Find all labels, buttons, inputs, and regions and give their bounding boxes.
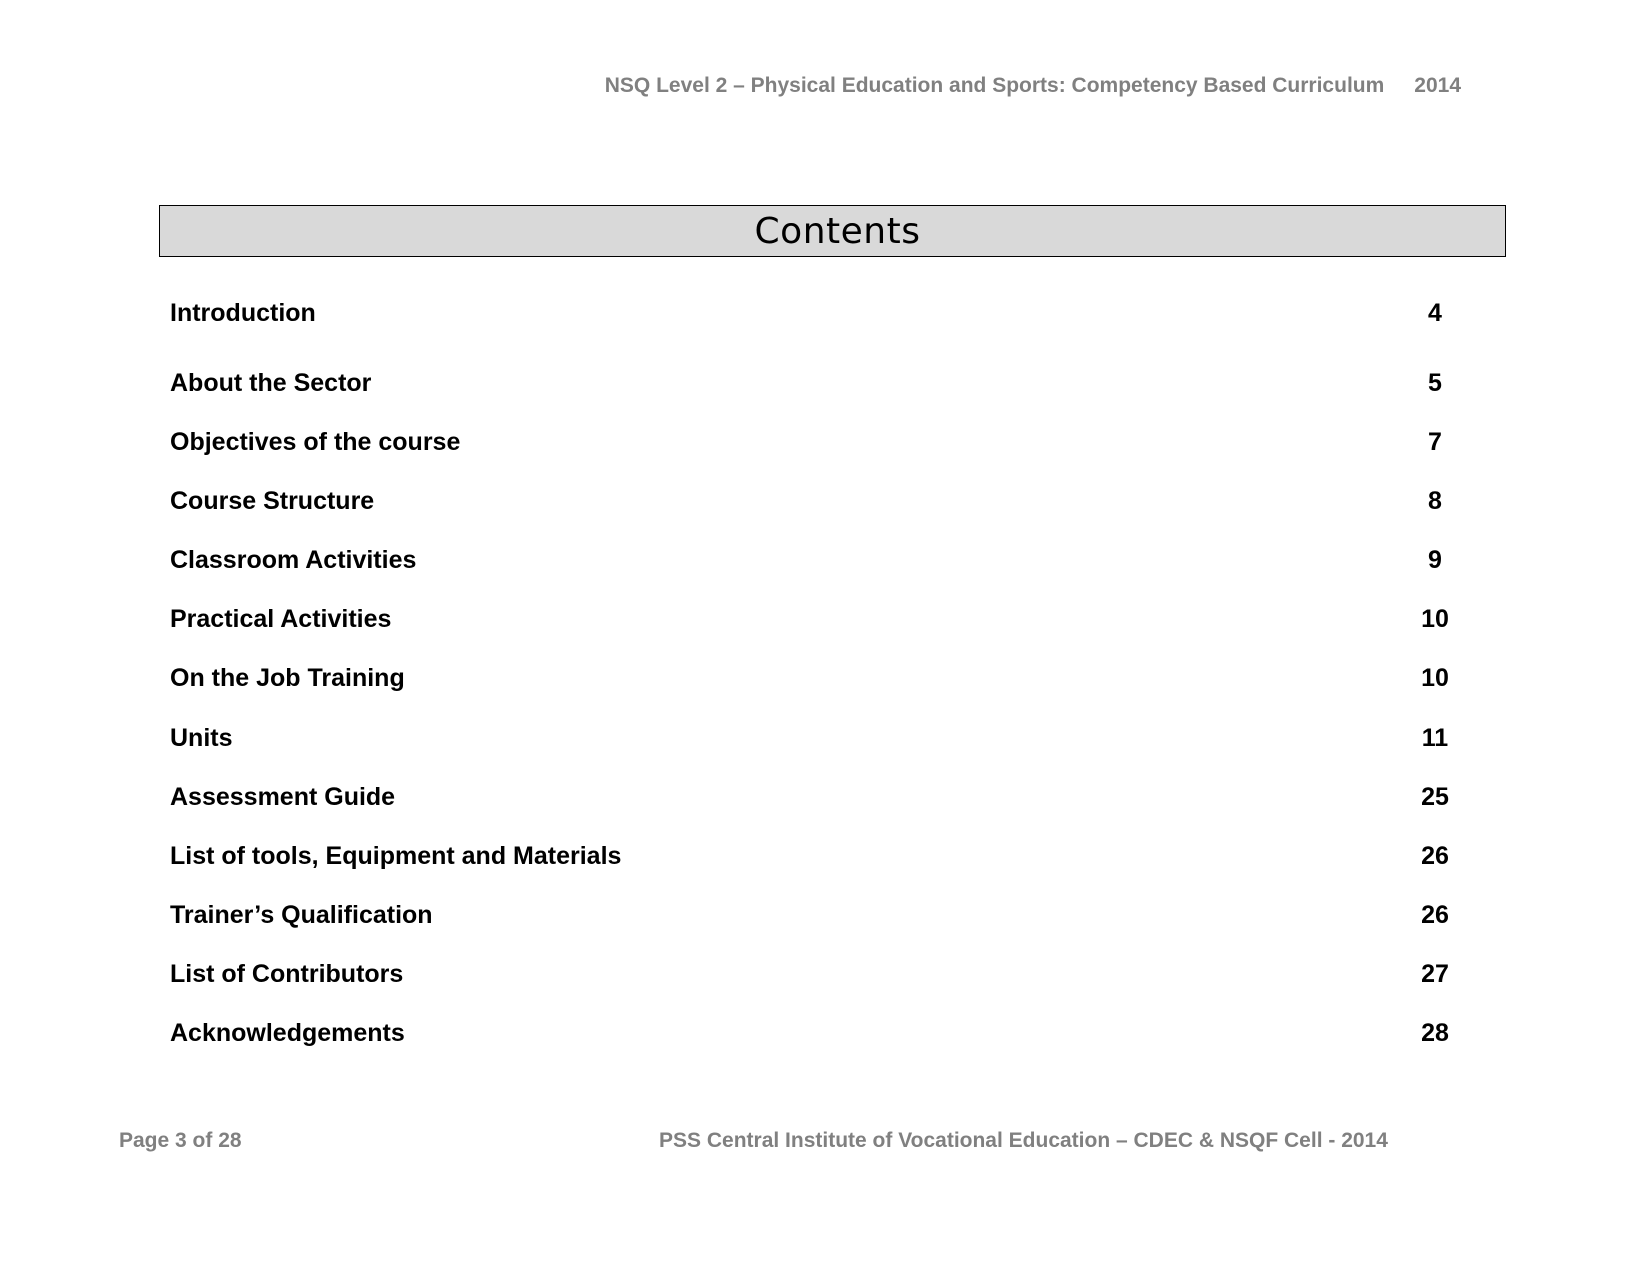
footer-page-number: Page 3 of 28 — [119, 1129, 242, 1152]
toc-entry[interactable] — [170, 1016, 1460, 1050]
toc-entry-label: On the Job Training — [170, 663, 405, 692]
toc-entry-page: 4 — [1428, 298, 1442, 327]
toc-entry-label: List of Contributors — [170, 959, 404, 988]
toc-entry[interactable] — [170, 366, 1460, 400]
toc-entry-page: 26 — [1421, 841, 1449, 870]
toc-entry[interactable] — [170, 780, 1460, 814]
toc-entry-label: Acknowledgements — [170, 1018, 405, 1047]
toc-entry-page: 28 — [1421, 1018, 1449, 1047]
toc-entry-label: Trainer’s Qualification — [170, 900, 433, 929]
toc-entry-label: List of tools, Equipment and Materials — [170, 841, 622, 870]
toc-entry-page: 10 — [1421, 604, 1449, 633]
header-year: 2014 — [1414, 74, 1461, 97]
toc-entry-label: Objectives of the course — [170, 427, 461, 456]
toc-entry[interactable] — [170, 425, 1460, 459]
toc-entry[interactable] — [170, 602, 1460, 636]
toc-entry[interactable] — [170, 543, 1460, 577]
toc-entry[interactable] — [170, 898, 1460, 932]
toc-entry-label: Practical Activities — [170, 604, 392, 633]
toc-entry-page: 26 — [1421, 900, 1449, 929]
header-title: NSQ Level 2 – Physical Education and Sports: Competency Based Curriculum — [604, 74, 1385, 97]
toc-entry-page: 10 — [1421, 663, 1449, 692]
toc-entry-label: About the Sector — [170, 368, 372, 397]
toc-entry[interactable] — [170, 721, 1460, 755]
toc-entry-page: 5 — [1428, 368, 1442, 397]
toc-entry[interactable] — [170, 957, 1460, 991]
toc-entry-label: Assessment Guide — [170, 782, 396, 811]
toc-entry-page: 27 — [1421, 959, 1449, 988]
toc-entry-label: Classroom Activities — [170, 545, 417, 574]
toc-entry-page: 25 — [1421, 782, 1449, 811]
toc-entry[interactable] — [170, 839, 1460, 873]
toc-entry[interactable] — [170, 661, 1460, 695]
contents-heading: Contents — [754, 210, 921, 252]
toc-entry-page: 7 — [1428, 427, 1442, 456]
toc-entry-label: Course Structure — [170, 486, 375, 515]
toc-entry[interactable] — [170, 296, 1460, 330]
toc-entry-page: 9 — [1428, 545, 1442, 574]
toc-entry[interactable] — [170, 484, 1460, 518]
toc-entry-page: 11 — [1421, 723, 1449, 752]
table-of-contents — [170, 0, 1460, 1275]
toc-entry-page: 8 — [1428, 486, 1442, 515]
toc-entry-label: Units — [170, 723, 233, 752]
footer-institute: PSS Central Institute of Vocational Education – CDEC & NSQF Cell - 2014 — [659, 1129, 1388, 1152]
toc-entry-label: Introduction — [170, 298, 316, 327]
